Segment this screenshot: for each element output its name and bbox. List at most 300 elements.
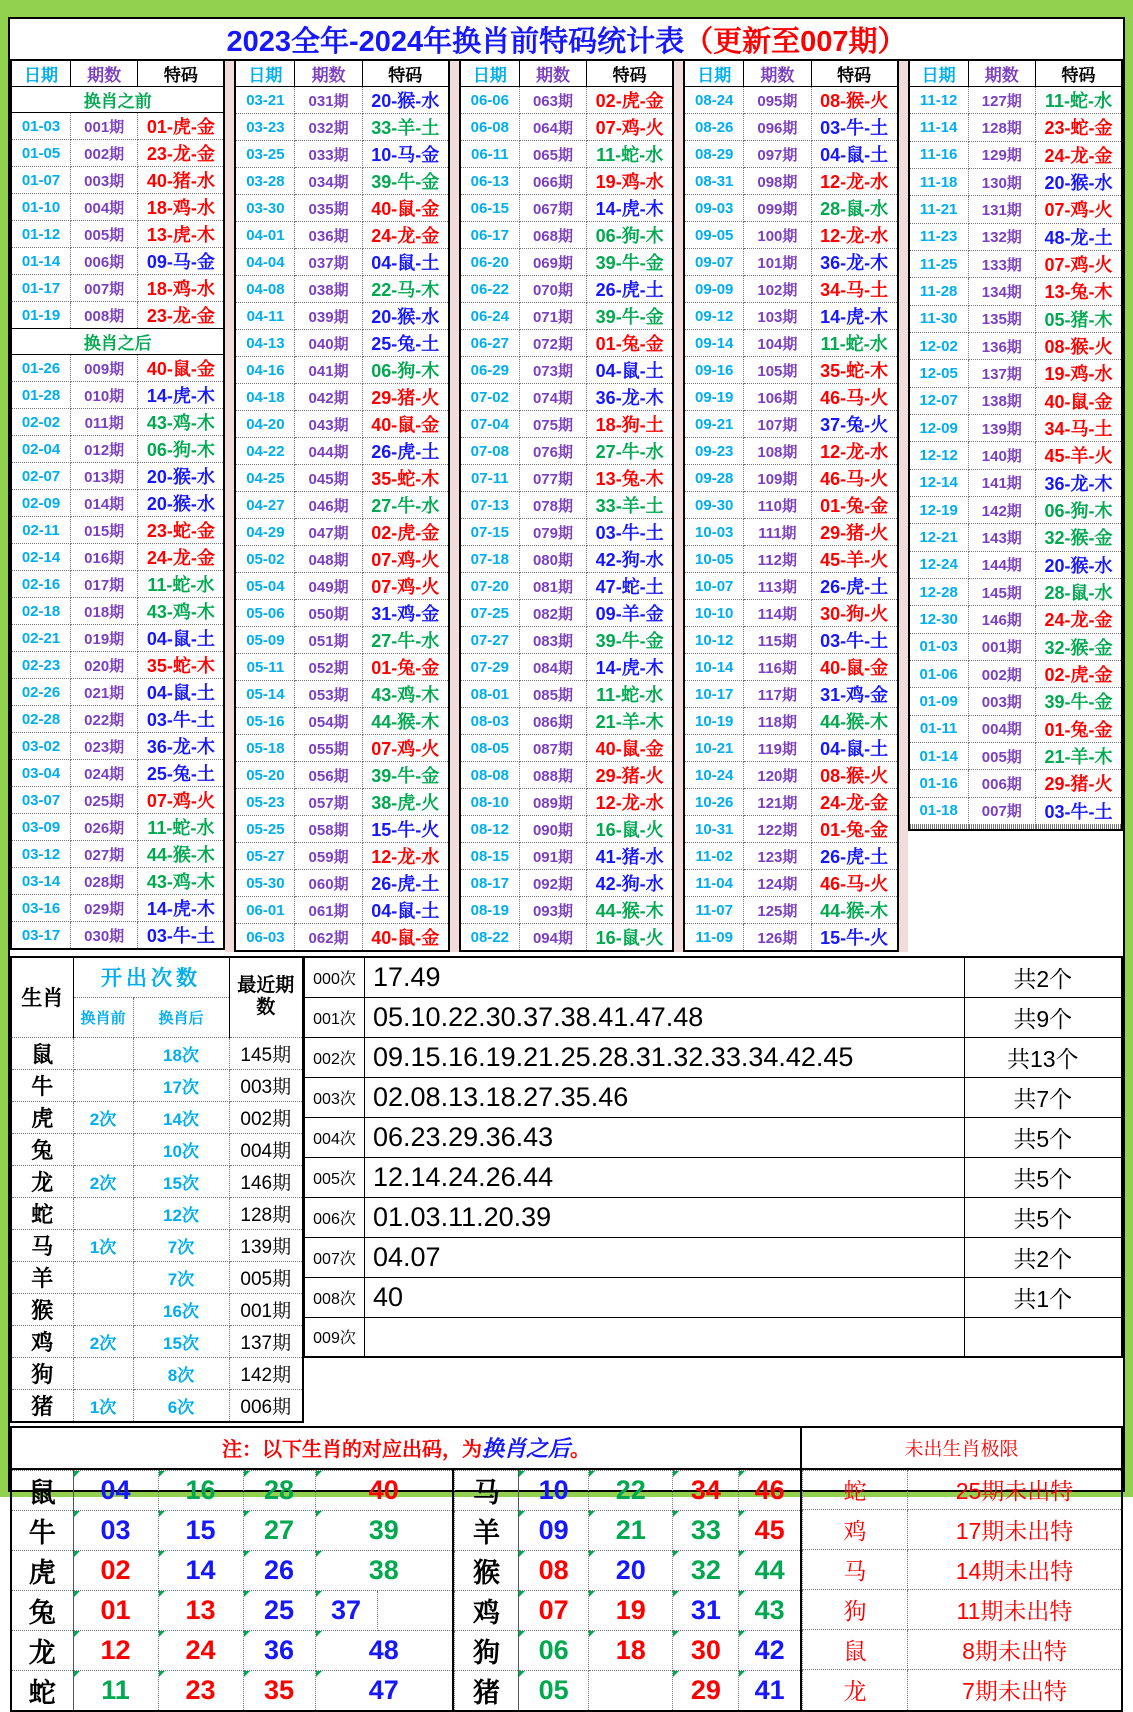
date-cell: 06-15 xyxy=(460,195,520,222)
code-cell: 07-鸡-火 xyxy=(362,546,449,573)
period-cell: 046期 xyxy=(295,492,362,519)
count-total: 共9个 xyxy=(964,997,1122,1037)
count-numbers: 06.23.29.36.43 xyxy=(365,1117,965,1157)
date-cell: 01-10 xyxy=(11,194,71,221)
zodiac-number: 06 xyxy=(519,1630,589,1670)
code-cell: 34-马-土 xyxy=(811,276,898,303)
zodiac-number: 08 xyxy=(519,1550,589,1590)
date-cell: 03-23 xyxy=(235,114,295,141)
column-header-code: 特码 xyxy=(587,60,674,87)
zodiac-number: 10 xyxy=(519,1470,589,1510)
stats-after-count: 18次 xyxy=(133,1037,229,1069)
stats-header-times: 开出次数 xyxy=(73,957,229,997)
period-cell: 087期 xyxy=(519,735,586,762)
code-cell: 32-猴-金 xyxy=(1035,633,1122,660)
period-cell: 105期 xyxy=(744,357,811,384)
period-cell: 111期 xyxy=(744,519,811,546)
date-cell: 04-20 xyxy=(235,411,295,438)
period-cell: 027期 xyxy=(71,841,138,868)
stats-after-count: 8次 xyxy=(133,1357,229,1389)
date-cell: 01-07 xyxy=(11,167,71,194)
date-cell: 08-03 xyxy=(460,708,520,735)
date-cell: 11-07 xyxy=(684,897,744,924)
code-cell: 44-猴-木 xyxy=(587,897,674,924)
period-cell: 052期 xyxy=(295,654,362,681)
code-cell: 09-马-金 xyxy=(138,248,225,275)
period-cell: 102期 xyxy=(744,276,811,303)
date-cell: 10-14 xyxy=(684,654,744,681)
period-cell: 089期 xyxy=(519,789,586,816)
period-cell: 068期 xyxy=(519,222,586,249)
period-cell: 021期 xyxy=(71,679,138,706)
zodiac-number: 19 xyxy=(589,1590,673,1630)
code-cell: 40-鼠-金 xyxy=(362,195,449,222)
period-cell: 118期 xyxy=(744,708,811,735)
zodiac-number: 12 xyxy=(73,1630,158,1670)
date-cell: 06-03 xyxy=(235,924,295,952)
period-cell: 097期 xyxy=(744,141,811,168)
date-cell: 08-31 xyxy=(684,168,744,195)
code-cell: 20-猴-水 xyxy=(1035,168,1122,195)
period-cell: 140期 xyxy=(968,442,1035,469)
code-cell: 18-狗-土 xyxy=(587,411,674,438)
date-cell: 08-29 xyxy=(684,141,744,168)
period-cell: 120期 xyxy=(744,762,811,789)
date-cell: 05-20 xyxy=(235,762,295,789)
period-cell: 124期 xyxy=(744,870,811,897)
zodiac-number: 16 xyxy=(158,1470,243,1510)
code-cell: 07-鸡-火 xyxy=(138,787,225,814)
date-cell: 04-08 xyxy=(235,276,295,303)
code-cell: 03-牛-土 xyxy=(811,627,898,654)
zodiac-number: 41 xyxy=(739,1670,801,1711)
code-cell: 48-龙-土 xyxy=(1035,223,1122,250)
date-cell: 10-03 xyxy=(684,519,744,546)
code-cell: 27-牛-水 xyxy=(362,627,449,654)
code-cell: 39-牛-金 xyxy=(1035,688,1122,715)
period-cell: 050期 xyxy=(295,600,362,627)
date-cell: 07-11 xyxy=(460,465,520,492)
date-cell: 12-12 xyxy=(909,442,969,469)
stats-zodiac-name: 马 xyxy=(11,1229,73,1261)
stats-after-count: 6次 xyxy=(133,1389,229,1422)
zodiac-statistics-section xyxy=(10,956,1123,1423)
count-label: 003次 xyxy=(305,1077,365,1117)
period-cell: 004期 xyxy=(71,194,138,221)
date-cell: 07-02 xyxy=(460,384,520,411)
period-cell: 023期 xyxy=(71,733,138,760)
period-cell: 039期 xyxy=(295,303,362,330)
period-cell: 026期 xyxy=(71,814,138,841)
period-cell: 035期 xyxy=(295,195,362,222)
stats-recent-period: 146期 xyxy=(229,1165,303,1197)
count-label: 007次 xyxy=(305,1237,365,1277)
period-cell: 034期 xyxy=(295,168,362,195)
code-cell: 42-狗-水 xyxy=(587,546,674,573)
code-cell: 32-猴-金 xyxy=(1035,524,1122,551)
period-cell: 074期 xyxy=(519,384,586,411)
date-cell: 07-18 xyxy=(460,546,520,573)
date-cell: 06-11 xyxy=(460,141,520,168)
stats-zodiac-name: 猪 xyxy=(11,1389,73,1422)
code-cell: 42-狗-水 xyxy=(587,870,674,897)
code-cell: 06-狗-木 xyxy=(1035,496,1122,523)
missing-zodiac-streak: 7期未出特 xyxy=(908,1670,1123,1711)
missing-zodiac-streak: 8期未出特 xyxy=(908,1630,1123,1670)
zodiac-number: 29 xyxy=(673,1670,739,1711)
zodiac-numbers-grid-b xyxy=(454,1470,802,1712)
period-cell: 058期 xyxy=(295,816,362,843)
stats-before-count xyxy=(73,1357,133,1389)
code-cell-empty xyxy=(1035,828,1122,830)
code-cell: 25-兔-土 xyxy=(138,760,225,787)
period-cell: 093期 xyxy=(519,897,586,924)
period-cell: 015期 xyxy=(71,517,138,544)
period-cell: 041期 xyxy=(295,357,362,384)
count-numbers: 40 xyxy=(365,1277,965,1317)
date-cell: 01-05 xyxy=(11,140,71,167)
date-cell: 03-02 xyxy=(11,733,71,760)
period-cell: 059期 xyxy=(295,843,362,870)
column-header-date: 日期 xyxy=(460,60,520,87)
column-separator xyxy=(674,59,683,952)
date-cell: 06-22 xyxy=(460,276,520,303)
period-cell: 094期 xyxy=(519,924,586,952)
date-cell: 06-17 xyxy=(460,222,520,249)
period-cell: 031期 xyxy=(295,87,362,114)
zodiac-row-label: 虎 xyxy=(11,1550,73,1590)
date-cell: 12-21 xyxy=(909,524,969,551)
zodiac-number: 33 xyxy=(673,1510,739,1550)
period-cell: 106期 xyxy=(744,384,811,411)
period-cell: 067期 xyxy=(519,195,586,222)
date-cell: 12-02 xyxy=(909,332,969,359)
period-cell: 001期 xyxy=(968,633,1035,660)
period-cell: 004期 xyxy=(968,715,1035,742)
code-cell: 07-鸡-火 xyxy=(1035,250,1122,277)
period-cell: 049期 xyxy=(295,573,362,600)
period-cell: 003期 xyxy=(71,167,138,194)
count-label: 002次 xyxy=(305,1037,365,1077)
count-numbers: 17.49 xyxy=(365,957,965,997)
stats-recent-period: 145期 xyxy=(229,1037,303,1069)
code-cell: 26-虎-土 xyxy=(362,438,449,465)
stats-before-count xyxy=(73,1069,133,1101)
missing-zodiac-streak: 25期未出特 xyxy=(908,1470,1123,1510)
code-cell: 03-牛-土 xyxy=(138,706,225,733)
period-cell: 029期 xyxy=(71,895,138,922)
column-header-code: 特码 xyxy=(811,60,898,87)
count-numbers: 12.14.24.26.44 xyxy=(365,1157,965,1197)
date-cell: 03-07 xyxy=(11,787,71,814)
missing-zodiac-name: 龙 xyxy=(803,1670,908,1711)
zodiac-number xyxy=(589,1670,673,1711)
date-cell-empty xyxy=(909,828,969,830)
zodiac-row-label: 兔 xyxy=(11,1590,73,1630)
code-cell: 26-虎-土 xyxy=(587,276,674,303)
count-numbers: 02.08.13.18.27.35.46 xyxy=(365,1077,965,1117)
stats-zodiac-name: 虎 xyxy=(11,1101,73,1133)
stats-zodiac-name: 鼠 xyxy=(11,1037,73,1069)
code-cell: 02-虎-金 xyxy=(587,87,674,114)
code-cell: 20-猴-水 xyxy=(138,490,225,517)
date-cell: 05-14 xyxy=(235,681,295,708)
period-cell: 062期 xyxy=(295,924,362,952)
date-cell: 08-15 xyxy=(460,843,520,870)
column-header-date: 日期 xyxy=(235,60,295,87)
period-cell: 073期 xyxy=(519,357,586,384)
code-cell: 16-鼠-火 xyxy=(587,924,674,952)
code-cell: 12-龙-水 xyxy=(587,789,674,816)
code-cell: 30-狗-火 xyxy=(811,600,898,627)
date-cell: 04-13 xyxy=(235,330,295,357)
period-cell: 001期 xyxy=(71,113,138,140)
stats-recent-period: 128期 xyxy=(229,1197,303,1229)
stats-header-recent: 最近期数 xyxy=(229,957,303,1037)
code-cell: 44-猴-木 xyxy=(811,708,898,735)
code-cell: 04-鼠-土 xyxy=(362,249,449,276)
count-numbers xyxy=(365,1317,965,1357)
period-cell: 119期 xyxy=(744,735,811,762)
code-cell: 40-鼠-金 xyxy=(587,735,674,762)
count-label: 009次 xyxy=(305,1317,365,1357)
period-cell: 116期 xyxy=(744,654,811,681)
code-cell: 44-猴-木 xyxy=(138,841,225,868)
code-cell: 14-虎-木 xyxy=(138,895,225,922)
date-cell: 09-07 xyxy=(684,249,744,276)
column-header-period: 期数 xyxy=(71,60,138,87)
date-cell: 09-09 xyxy=(684,276,744,303)
date-cell: 11-12 xyxy=(909,87,969,114)
period-cell: 131期 xyxy=(968,196,1035,223)
code-cell: 33-羊-土 xyxy=(587,492,674,519)
date-cell: 08-10 xyxy=(460,789,520,816)
period-cell: 070期 xyxy=(519,276,586,303)
code-cell: 35-蛇-木 xyxy=(362,465,449,492)
code-cell: 46-马-火 xyxy=(811,870,898,897)
date-cell: 02-09 xyxy=(11,490,71,517)
period-cell: 088期 xyxy=(519,762,586,789)
date-cell: 04-01 xyxy=(235,222,295,249)
date-cell: 05-02 xyxy=(235,546,295,573)
period-cell: 019期 xyxy=(71,625,138,652)
count-label: 005次 xyxy=(305,1157,365,1197)
code-cell: 40-鼠-金 xyxy=(362,411,449,438)
zodiac-number: 25 xyxy=(243,1590,315,1630)
count-label: 000次 xyxy=(305,957,365,997)
date-cell: 01-17 xyxy=(11,275,71,302)
code-cell: 34-马-土 xyxy=(1035,414,1122,441)
code-cell: 10-马-金 xyxy=(362,141,449,168)
date-cell: 09-19 xyxy=(684,384,744,411)
count-total: 共5个 xyxy=(964,1117,1122,1157)
code-cell: 40-鼠-金 xyxy=(362,924,449,952)
period-cell: 061期 xyxy=(295,897,362,924)
date-cell: 02-18 xyxy=(11,598,71,625)
date-cell: 05-18 xyxy=(235,735,295,762)
date-cell: 05-27 xyxy=(235,843,295,870)
code-cell: 43-鸡-木 xyxy=(138,868,225,895)
count-total: 共1个 xyxy=(964,1277,1122,1317)
special-code-results-table xyxy=(10,59,1123,952)
date-cell: 10-31 xyxy=(684,816,744,843)
code-cell: 11-蛇-水 xyxy=(587,681,674,708)
stats-after-count: 16次 xyxy=(133,1293,229,1325)
date-cell: 07-20 xyxy=(460,573,520,600)
zodiac-row-label: 鸡 xyxy=(455,1590,519,1630)
stats-zodiac-name: 羊 xyxy=(11,1261,73,1293)
zodiac-numbers-grid-a xyxy=(10,1470,454,1712)
date-cell: 10-17 xyxy=(684,681,744,708)
date-cell: 01-26 xyxy=(11,355,71,382)
date-cell: 10-07 xyxy=(684,573,744,600)
results-column-1 xyxy=(10,59,225,950)
period-cell: 133期 xyxy=(968,250,1035,277)
date-cell: 01-03 xyxy=(909,633,969,660)
period-cell: 103期 xyxy=(744,303,811,330)
date-cell: 11-02 xyxy=(684,843,744,870)
code-cell: 08-猴-火 xyxy=(811,87,898,114)
code-cell: 33-羊-土 xyxy=(362,114,449,141)
zodiac-number: 39 xyxy=(315,1510,453,1550)
zodiac-number: 13 xyxy=(158,1590,243,1630)
period-cell: 043期 xyxy=(295,411,362,438)
code-cell: 39-牛-金 xyxy=(362,168,449,195)
date-cell: 12-05 xyxy=(909,360,969,387)
code-cell: 20-猴-水 xyxy=(1035,551,1122,578)
period-cell: 040期 xyxy=(295,330,362,357)
date-cell: 05-23 xyxy=(235,789,295,816)
period-cell: 090期 xyxy=(519,816,586,843)
code-cell: 13-兔-木 xyxy=(587,465,674,492)
missing-zodiac-name: 鼠 xyxy=(803,1630,908,1670)
results-column-5 xyxy=(908,59,1123,831)
period-cell: 028期 xyxy=(71,868,138,895)
zodiac-row-label: 马 xyxy=(455,1470,519,1510)
count-numbers: 05.10.22.30.37.38.41.47.48 xyxy=(365,997,965,1037)
count-numbers: 01.03.11.20.39 xyxy=(365,1197,965,1237)
date-cell: 03-17 xyxy=(11,922,71,950)
zodiac-number: 22 xyxy=(589,1470,673,1510)
period-cell: 129期 xyxy=(968,141,1035,168)
period-cell: 114期 xyxy=(744,600,811,627)
period-cell: 003期 xyxy=(968,688,1035,715)
date-cell: 09-16 xyxy=(684,357,744,384)
period-cell: 109期 xyxy=(744,465,811,492)
stats-zodiac-name: 兔 xyxy=(11,1133,73,1165)
period-cell: 005期 xyxy=(968,742,1035,769)
date-cell: 11-25 xyxy=(909,250,969,277)
date-cell: 01-14 xyxy=(909,742,969,769)
code-cell: 23-龙-金 xyxy=(138,140,225,167)
date-cell: 11-04 xyxy=(684,870,744,897)
period-cell: 128期 xyxy=(968,114,1035,141)
zodiac-number: 09 xyxy=(519,1510,589,1550)
count-total: 共2个 xyxy=(964,1237,1122,1277)
stats-after-count: 10次 xyxy=(133,1133,229,1165)
missing-zodiac-name: 鸡 xyxy=(803,1510,908,1550)
zodiac-number: 21 xyxy=(589,1510,673,1550)
code-cell: 26-虎-土 xyxy=(811,843,898,870)
period-cell: 047期 xyxy=(295,519,362,546)
stats-recent-period: 003期 xyxy=(229,1069,303,1101)
date-cell: 04-18 xyxy=(235,384,295,411)
code-cell: 11-蛇-水 xyxy=(811,330,898,357)
code-cell: 14-虎-木 xyxy=(138,382,225,409)
period-cell: 095期 xyxy=(744,87,811,114)
column-header-code: 特码 xyxy=(362,60,449,87)
period-cell: 065期 xyxy=(519,141,586,168)
date-cell: 06-20 xyxy=(460,249,520,276)
missing-zodiac-header: 未出生肖极限 xyxy=(802,1426,1123,1470)
period-cell: 127期 xyxy=(968,87,1035,114)
code-cell: 21-羊-木 xyxy=(587,708,674,735)
date-cell: 01-28 xyxy=(11,382,71,409)
code-cell: 21-羊-木 xyxy=(1035,742,1122,769)
date-cell: 08-17 xyxy=(460,870,520,897)
date-cell: 06-06 xyxy=(460,87,520,114)
code-cell: 45-羊-火 xyxy=(1035,442,1122,469)
stats-zodiac-name: 猴 xyxy=(11,1293,73,1325)
period-cell: 086期 xyxy=(519,708,586,735)
zodiac-stats-table xyxy=(10,956,304,1423)
date-cell: 09-23 xyxy=(684,438,744,465)
column-header-date: 日期 xyxy=(909,60,969,87)
zodiac-number: 15 xyxy=(158,1510,243,1550)
zodiac-number: 27 xyxy=(243,1510,315,1550)
code-cell: 44-猴-木 xyxy=(811,897,898,924)
missing-zodiac-streak: 11期未出特 xyxy=(908,1590,1123,1630)
column-header-code: 特码 xyxy=(138,60,225,87)
code-cell: 31-鸡-金 xyxy=(811,681,898,708)
code-cell: 12-龙-水 xyxy=(811,168,898,195)
frequency-counts-table xyxy=(304,956,1123,1358)
period-cell-empty xyxy=(968,828,1035,830)
date-cell: 02-11 xyxy=(11,517,71,544)
stats-before-count xyxy=(73,1037,133,1069)
date-cell: 10-24 xyxy=(684,762,744,789)
code-cell: 02-虎-金 xyxy=(362,519,449,546)
zodiac-number: 43 xyxy=(739,1590,801,1630)
stats-zodiac-name: 鸡 xyxy=(11,1325,73,1357)
date-cell: 05-16 xyxy=(235,708,295,735)
code-cell: 11-蛇-水 xyxy=(138,571,225,598)
date-cell: 10-05 xyxy=(684,546,744,573)
stats-before-count xyxy=(73,1197,133,1229)
date-cell: 05-25 xyxy=(235,816,295,843)
date-cell: 12-19 xyxy=(909,496,969,523)
period-cell: 006期 xyxy=(71,248,138,275)
stats-after-count: 7次 xyxy=(133,1229,229,1261)
date-cell: 02-02 xyxy=(11,409,71,436)
zodiac-number: 45 xyxy=(739,1510,801,1550)
code-cell: 01-兔-金 xyxy=(811,816,898,843)
period-cell: 132期 xyxy=(968,223,1035,250)
code-cell: 07-鸡-火 xyxy=(362,735,449,762)
date-cell: 12-07 xyxy=(909,387,969,414)
code-cell: 36-龙-木 xyxy=(1035,469,1122,496)
period-cell: 024期 xyxy=(71,760,138,787)
date-cell: 01-09 xyxy=(909,688,969,715)
zodiac-number: 18 xyxy=(589,1630,673,1670)
date-cell: 09-14 xyxy=(684,330,744,357)
period-cell: 083期 xyxy=(519,627,586,654)
code-cell: 39-牛-金 xyxy=(587,627,674,654)
date-cell: 01-16 xyxy=(909,770,969,797)
date-cell: 02-26 xyxy=(11,679,71,706)
code-cell: 24-龙-金 xyxy=(1035,141,1122,168)
note-prefix: 注：以下生肖的对应出码，为 xyxy=(221,1439,482,1461)
